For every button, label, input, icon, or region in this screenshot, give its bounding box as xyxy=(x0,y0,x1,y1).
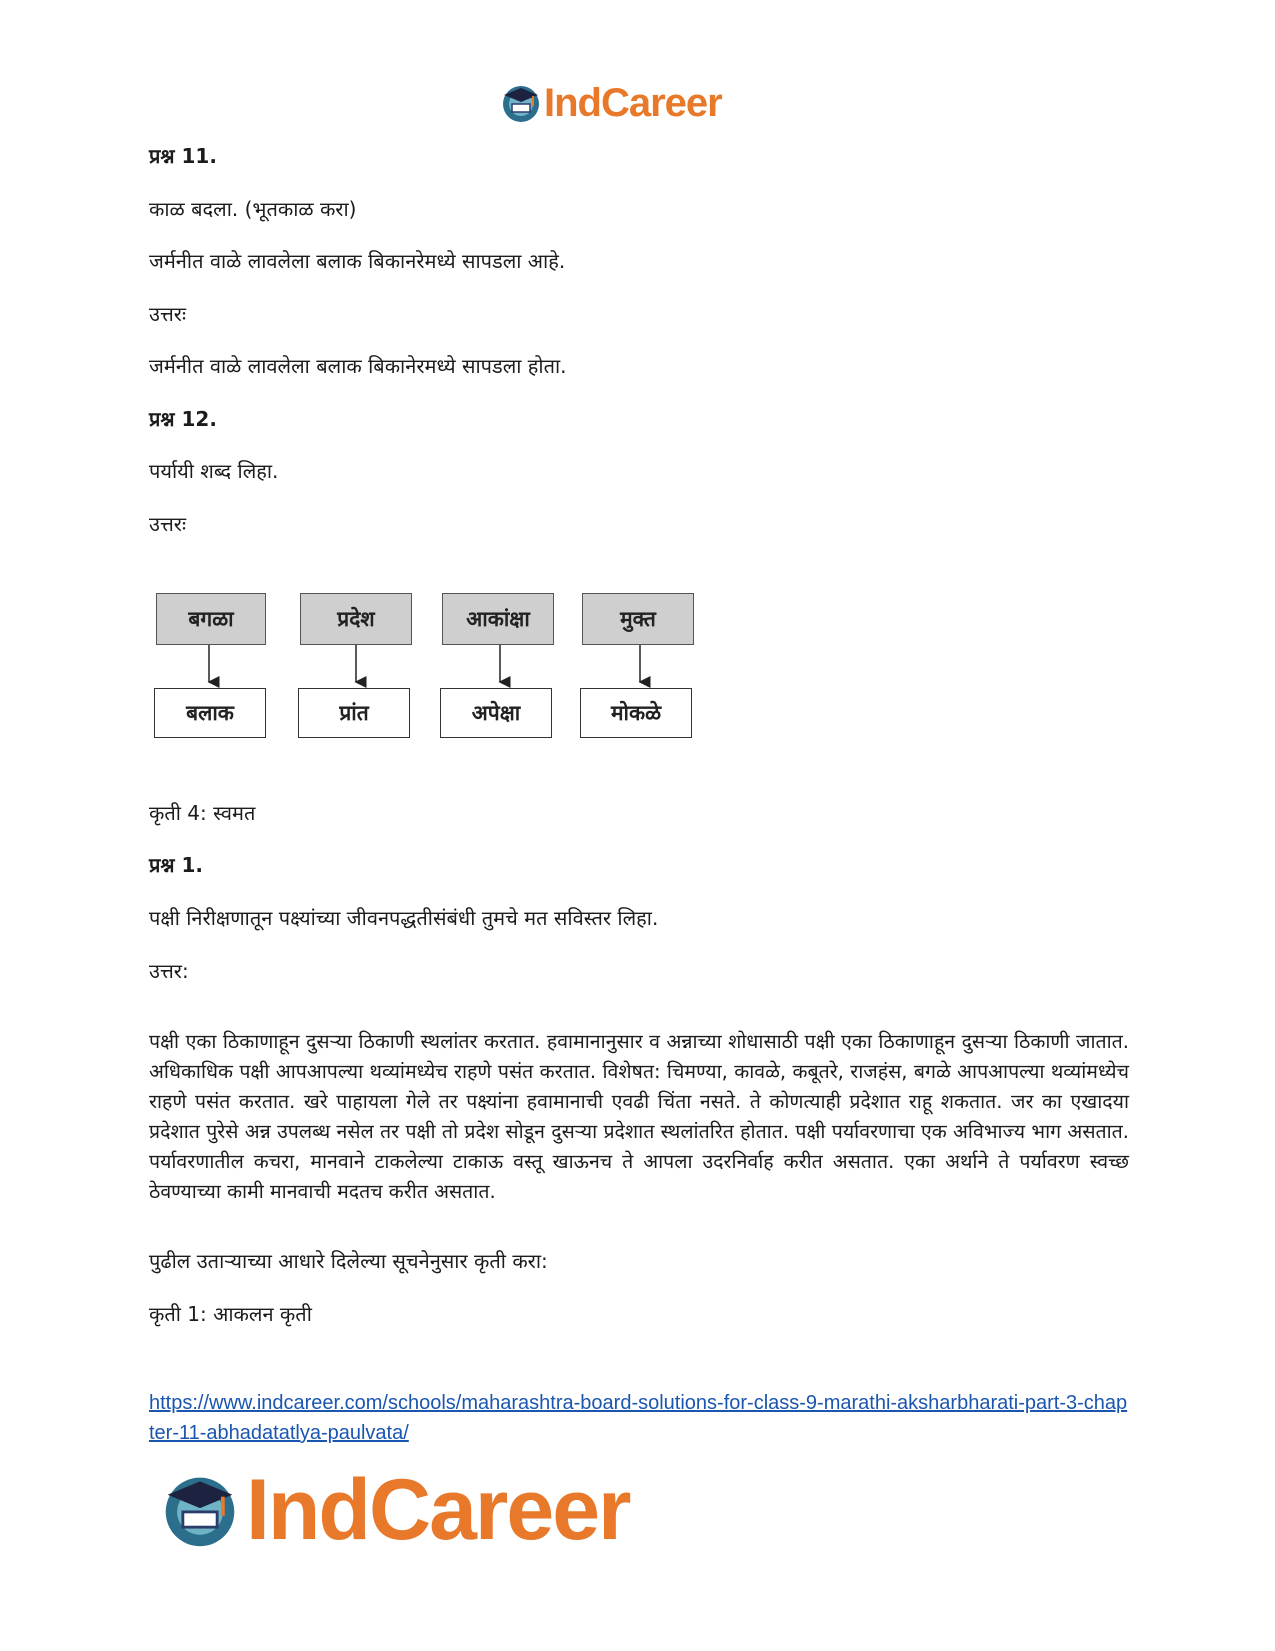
logo-wordmark: IndCareer xyxy=(544,80,722,125)
word-box: बगळा xyxy=(156,593,266,645)
synonym-box: मोकळे xyxy=(580,688,692,738)
q11-answer-label: उत्तरः xyxy=(149,302,186,326)
synonym-box: बलाक xyxy=(154,688,266,738)
indcareer-logo-bottom xyxy=(160,1461,630,1558)
q12-answer-label: उत्तरः xyxy=(149,512,186,536)
logo-wordmark: IndCareer xyxy=(246,1461,630,1558)
kruti1-title: कृती 1: आकलन कृती xyxy=(149,1302,312,1326)
q11-heading: प्रश्न 11. xyxy=(149,144,217,168)
kruti4-answer: पक्षी एका ठिकाणाहून दुसऱ्या ठिकाणी स्थलांतर करतात. हवामानानुसार व अन्नाच्या शोधासाठी पक्षी एका ठिकाणाहून दुसऱ्या ठिकाणी जातात. अधिकाधिक पक्षी आपआपल्या थव्यांमध्येच राहणे पसंत करतात. विशेषत: चिमण्या, कावळे, कबूतरे, राजहंस, बगळे आपआपल्या थव्यांमध्येच राहणे पसंत करतात. खरे पाहायला गेले तर पक्ष्यांना हवामानाची एवढी चिंता नसते. ते कोणत्याही प्रदेशात राहू शकतात. जर का एखादया प्रदेशात पुरेसे अन्न उपलब्ध नसेल तर पक्षी तो प्रदेश सोडून दुसऱ्या प्रदेशात स्थलांतरित होतात. पक्षी पर्यावरणाचा एक अविभाज्य भाग असतात. पर्यावरणातील कचरा, मानवाने टाकलेल्या टाकाऊ वस्तू खाऊनच ते आपला उदरनिर्वाह करीत असतात. एका अर्थाने ते पर्यावरण स्वच्छ ठेवण्याच्या कामी मानवाची मदतच करीत असतात. xyxy=(149,1030,1129,1203)
source-url-link[interactable]: https://www.indcareer.com/schools/maharashtra-board-solutions-for-class-9-marathi-aksharbharati-part-3-chapter-11-abhadatatlya-paulvata/ xyxy=(149,1392,1128,1444)
word-box: मुक्त xyxy=(582,593,694,645)
q11-sentence: जर्मनीत वाळे लावलेला बलाक बिकानरेमध्ये सापडला आहे. xyxy=(149,249,566,273)
q11-answer: जर्मनीत वाळे लावलेला बलाक बिकानेरमध्ये सापडला होता. xyxy=(149,354,567,378)
q12-heading: प्रश्न 12. xyxy=(149,407,217,431)
synonym-diagram xyxy=(154,590,734,775)
word-box: आकांक्षा xyxy=(442,593,554,645)
word-box: प्रदेश xyxy=(300,593,412,645)
graduation-cap-icon xyxy=(500,82,542,124)
q12-instruction: पर्यायी शब्द लिहा. xyxy=(149,459,279,483)
kruti4-answer-label: उत्तर: xyxy=(149,959,189,983)
indcareer-logo-top xyxy=(500,78,722,128)
kruti4-q1-text: पक्षी निरीक्षणातून पक्ष्यांच्या जीवनपद्धतीसंबंधी तुमचे मत सविस्तर लिहा. xyxy=(149,906,659,930)
graduation-cap-icon xyxy=(160,1470,240,1550)
q11-instruction: काळ बदला. (भूतकाळ करा) xyxy=(149,197,357,221)
kruti4-title: कृती 4: स्वमत xyxy=(149,801,256,825)
passage-instruction: पुढील उताऱ्याच्या आधारे दिलेल्या सूचनेनुसार कृती करा: xyxy=(149,1249,548,1273)
synonym-box: अपेक्षा xyxy=(440,688,552,738)
kruti4-q1-heading: प्रश्न 1. xyxy=(149,853,203,877)
synonym-box: प्रांत xyxy=(298,688,410,738)
